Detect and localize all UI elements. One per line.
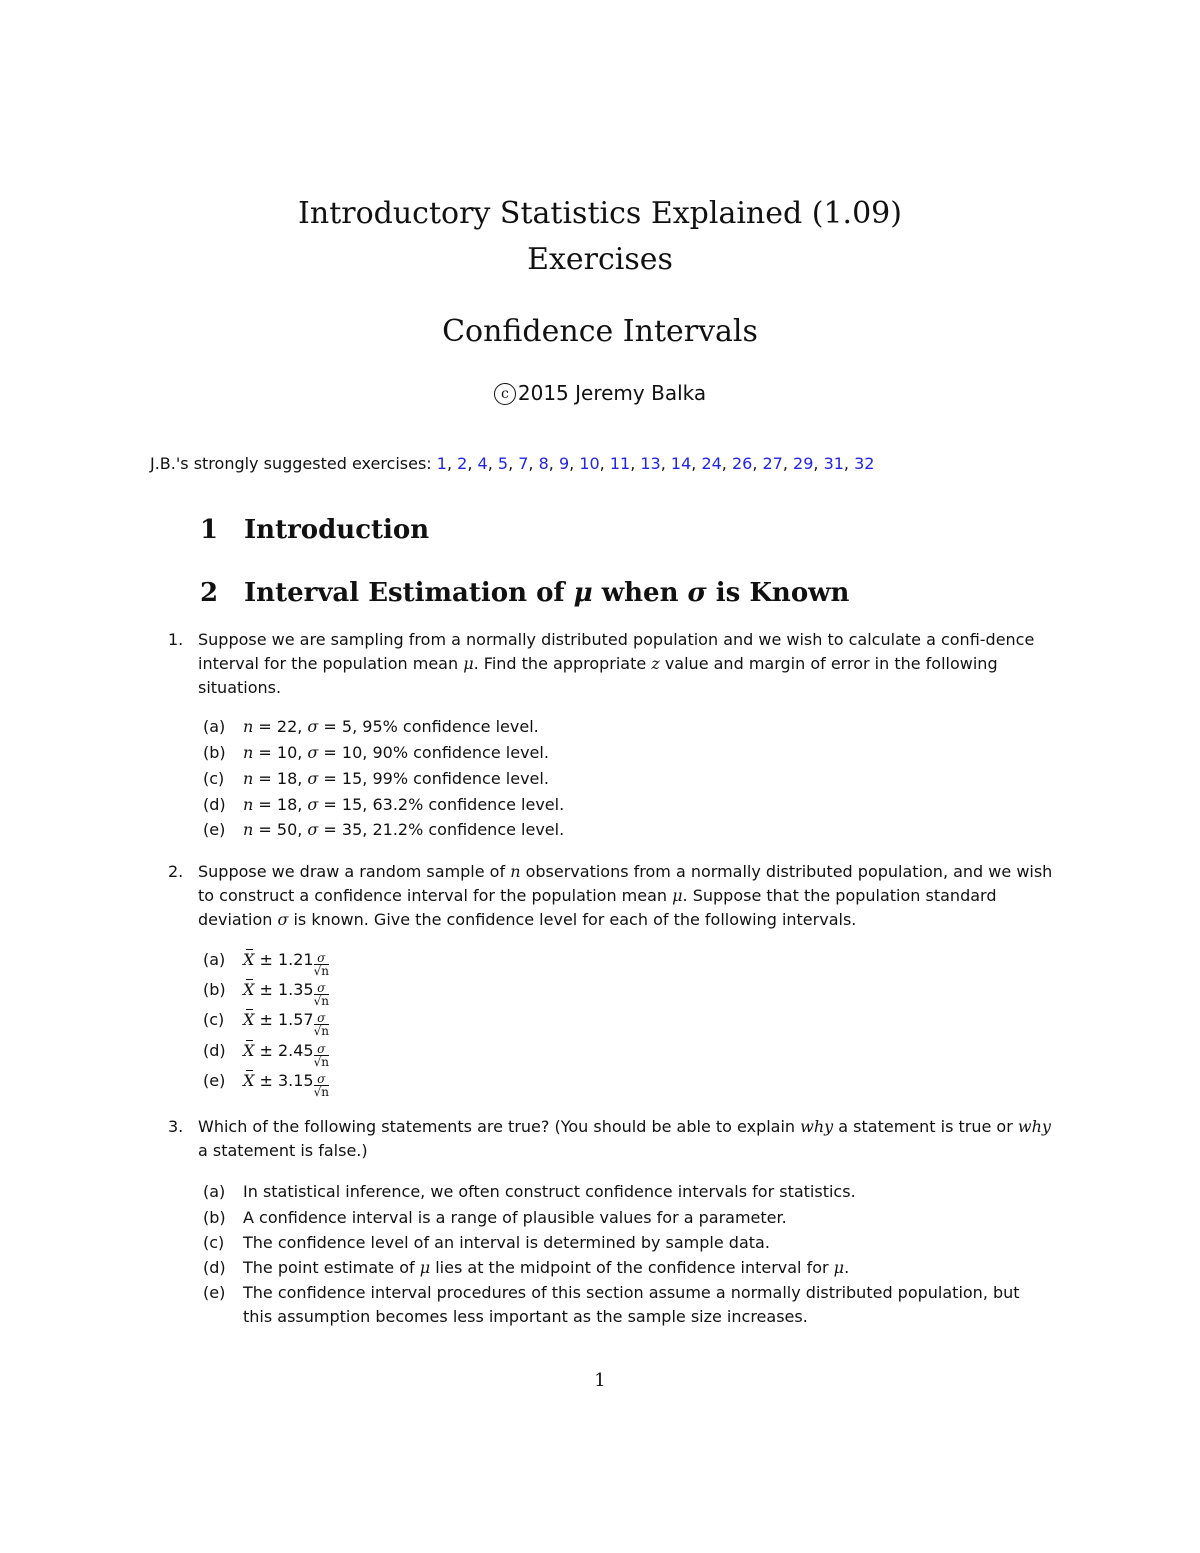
page-number: 1	[594, 1370, 606, 1391]
x-bar-symbol: X	[243, 950, 255, 969]
item-text: In statistical inference, we often construct confidence intervals for statistics.	[243, 1182, 856, 1201]
n-symbol: n	[243, 717, 254, 736]
exercise-link-24[interactable]: 24	[701, 454, 722, 473]
x-bar-symbol: X	[243, 1041, 255, 1060]
sigma-value: 15	[341, 795, 363, 814]
x-bar-symbol: X	[243, 980, 255, 999]
exercise-link-1[interactable]: 1	[436, 454, 447, 473]
list-item: (d) X ± 2.45 $\frac{\sigma}{√n}$	[203, 1041, 329, 1069]
fraction-denominator: √n	[313, 964, 329, 978]
text-run: a statement is true or	[833, 1117, 1018, 1136]
exercise-link-27[interactable]: 27	[762, 454, 783, 473]
copyright-icon: c	[494, 383, 516, 405]
item-text: The confidence level of an interval is determined by sample data.	[243, 1233, 770, 1252]
question-text	[198, 860, 1053, 932]
item-label: (a)	[203, 717, 226, 736]
item-label: (a)	[203, 950, 226, 969]
list-item	[203, 1231, 1053, 1255]
item-text: A confidence interval is a range of plausible values for a parameter.	[243, 1208, 787, 1227]
sigma-value: 15	[341, 769, 363, 788]
copyright-text: 2015 Jeremy Balka	[517, 381, 707, 405]
item-text: The confidence interval procedures of this section assume a normally distributed population, but this assumption becomes less important as the sample size increases.	[243, 1283, 1020, 1326]
multiplier: 1.35	[277, 980, 314, 999]
sigma-over-root-n	[314, 1043, 329, 1068]
exercise-link-32[interactable]: 32	[854, 454, 875, 473]
n-value: 50	[276, 820, 298, 839]
section-number: 1	[200, 515, 219, 545]
sigma-symbol: σ	[307, 769, 319, 788]
question-text	[198, 628, 1053, 700]
text-run: Which of the following statements are true? (You should be able to explain	[198, 1117, 801, 1136]
fraction-denominator: √n	[313, 994, 329, 1008]
n-value: 22	[276, 717, 298, 736]
list-item: (e) n = 50, σ = 35, 21.2% confidence level.	[203, 818, 564, 842]
list-item: (a) X ± 1.21 $\frac{\sigma}{√n}$	[203, 950, 329, 978]
n-value: 18	[276, 769, 298, 788]
section-heading-2	[200, 578, 849, 608]
list-item	[203, 1281, 1053, 1329]
multiplier: 1.57	[277, 1010, 314, 1029]
mu-symbol: μ	[573, 578, 593, 608]
exercise-link-14[interactable]: 14	[670, 454, 692, 473]
question-1	[168, 628, 1053, 700]
item-label: (d)	[203, 1258, 226, 1277]
fraction-numerator: σ	[314, 952, 329, 965]
sigma-value: 35	[341, 820, 363, 839]
n-symbol: n	[510, 862, 521, 881]
document-subtitle: Exercises	[527, 242, 673, 277]
document-title: Introductory Statistics Explained (1.09)	[298, 196, 902, 231]
emphasis: why	[1017, 1117, 1051, 1136]
sigma-value: 5	[341, 717, 353, 736]
mu-symbol: μ	[672, 886, 683, 905]
exercise-link-26[interactable]: 26	[731, 454, 753, 473]
list-item: (d) n = 18, σ = 15, 63.2% confidence level.	[203, 793, 564, 817]
question-2	[168, 860, 1053, 932]
fraction-denominator: √n	[313, 1055, 329, 1069]
multiplier: 1.21	[277, 950, 314, 969]
sigma-over-root-n	[314, 982, 329, 1007]
sigma-symbol: σ	[307, 795, 319, 814]
n-symbol: n	[243, 743, 254, 762]
item-label: (b)	[203, 1208, 226, 1227]
exercise-link-8[interactable]: 8	[538, 454, 549, 473]
item-label: (c)	[203, 769, 225, 788]
list-item: (a) n = 22, σ = 5, 95% confidence level.	[203, 715, 539, 739]
fraction-denominator: √n	[313, 1085, 329, 1099]
question-text	[198, 1115, 1053, 1163]
text-run: . Suppose that the population standard deviation	[198, 886, 997, 929]
list-item	[203, 1206, 1053, 1230]
suggested-exercises	[150, 454, 874, 473]
text-run: observations from a normally distributed population, and we wish to construct a confidence interval for the population mean	[198, 862, 1053, 905]
exercise-link-13[interactable]: 13	[640, 454, 661, 473]
section-number: 2	[200, 578, 219, 608]
emphasis: why	[800, 1117, 834, 1136]
n-symbol: n	[243, 769, 254, 788]
fraction-numerator: σ	[314, 1012, 329, 1025]
exercise-link-29[interactable]: 29	[793, 454, 814, 473]
sigma-symbol: σ	[277, 910, 289, 929]
list-item	[203, 1180, 1053, 1204]
fraction-denominator: √n	[313, 1024, 329, 1038]
question-number: 3.	[168, 1117, 184, 1136]
section-title-part: when	[592, 578, 688, 608]
sigma-over-root-n	[314, 952, 329, 977]
item-text	[243, 1256, 1053, 1280]
item-label: (e)	[203, 820, 226, 839]
fraction-numerator: σ	[314, 1073, 329, 1086]
question-number: 1.	[168, 630, 184, 649]
sigma-symbol: σ	[307, 820, 319, 839]
x-bar-symbol: X	[243, 1071, 255, 1090]
exercise-link-5[interactable]: 5	[497, 454, 509, 473]
document-topic: Confidence Intervals	[442, 314, 758, 349]
item-label: (b)	[203, 743, 226, 762]
sigma-symbol: σ	[307, 743, 319, 762]
confidence-level: 90% confidence level.	[372, 743, 549, 762]
section-title-part: Interval Estimation of	[244, 578, 574, 608]
exercise-link-2[interactable]: 2	[457, 454, 468, 473]
text-run: a statement is false.)	[198, 1141, 368, 1160]
sigma-over-root-n	[314, 1073, 329, 1098]
list-item: (c) n = 18, σ = 15, 99% confidence level.	[203, 767, 549, 791]
n-value: 10	[276, 743, 298, 762]
n-symbol: n	[243, 795, 254, 814]
text-run: Suppose we draw a random sample of	[198, 862, 511, 881]
n-value: 18	[276, 795, 298, 814]
item-label: (c)	[203, 1233, 225, 1252]
question-number: 2.	[168, 862, 184, 881]
list-item	[203, 1256, 1053, 1280]
sigma-value: 10	[341, 743, 363, 762]
confidence-level: 21.2% confidence level.	[372, 820, 565, 839]
fraction-numerator: σ	[314, 1043, 329, 1056]
multiplier: 2.45	[277, 1041, 314, 1060]
list-item: (b) n = 10, σ = 10, 90% confidence level.	[203, 741, 549, 765]
item-label: (c)	[203, 1010, 225, 1029]
section-title-part: is Known	[706, 578, 850, 608]
text-run: value and margin of error in the following situations.	[198, 654, 998, 697]
exercise-link-10[interactable]: 10	[579, 454, 600, 473]
mu-symbol: μ	[463, 654, 474, 673]
exercise-link-list: 1, 2, 4, 5, 7, 8, 9, 10, 11, 13, 14, 24, 26, 27, 29, 31, 32	[436, 454, 875, 473]
text-run: The point estimate of	[243, 1258, 420, 1277]
section-title: Introduction	[244, 515, 430, 545]
item-label: (b)	[203, 980, 226, 999]
list-item: (e) X ± 3.15 $\frac{\sigma}{√n}$	[203, 1071, 329, 1099]
exercise-link-7[interactable]: 7	[518, 454, 529, 473]
item-label: (d)	[203, 795, 226, 814]
text-run: .	[844, 1258, 850, 1277]
fraction-numerator: σ	[314, 982, 329, 995]
text-run: lies at the midpoint of the confidence interval for	[430, 1258, 834, 1277]
item-label: (e)	[203, 1283, 226, 1302]
mu-symbol: μ	[419, 1258, 431, 1277]
text-run: . Find the appropriate	[473, 654, 652, 673]
item-label: (d)	[203, 1041, 226, 1060]
item-label: (e)	[203, 1071, 226, 1090]
exercise-link-9[interactable]: 9	[558, 454, 570, 473]
sigma-over-root-n	[314, 1012, 329, 1037]
confidence-level: 95% confidence level.	[362, 717, 539, 736]
sigma-symbol: σ	[307, 717, 319, 736]
confidence-level: 63.2% confidence level.	[372, 795, 565, 814]
x-bar-symbol: X	[243, 1010, 255, 1029]
text-run: Suppose we are sampling from a normally distributed population and we wish to calculate a confi-dence interval for the population mean	[198, 630, 1035, 673]
exercise-link-4[interactable]: 4	[477, 454, 488, 473]
copyright-line	[0, 381, 1200, 405]
text-run: is known. Give the confidence level for each of the following intervals.	[288, 910, 857, 929]
question-3	[168, 1115, 1053, 1163]
sigma-symbol: σ	[687, 578, 707, 608]
item-label: (a)	[203, 1182, 226, 1201]
z-symbol: z	[651, 654, 660, 673]
n-symbol: n	[243, 820, 254, 839]
confidence-level: 99% confidence level.	[372, 769, 549, 788]
list-item: (b) X ± 1.35 $\frac{\sigma}{√n}$	[203, 980, 329, 1008]
exercise-link-11[interactable]: 11	[609, 454, 631, 473]
suggested-label: J.B.'s strongly suggested exercises:	[150, 454, 432, 473]
mu-symbol: μ	[833, 1258, 845, 1277]
multiplier: 3.15	[277, 1071, 314, 1090]
exercise-link-31[interactable]: 31	[823, 454, 844, 473]
list-item: (c) X ± 1.57 $\frac{\sigma}{√n}$	[203, 1010, 329, 1038]
section-heading-1	[200, 515, 429, 545]
